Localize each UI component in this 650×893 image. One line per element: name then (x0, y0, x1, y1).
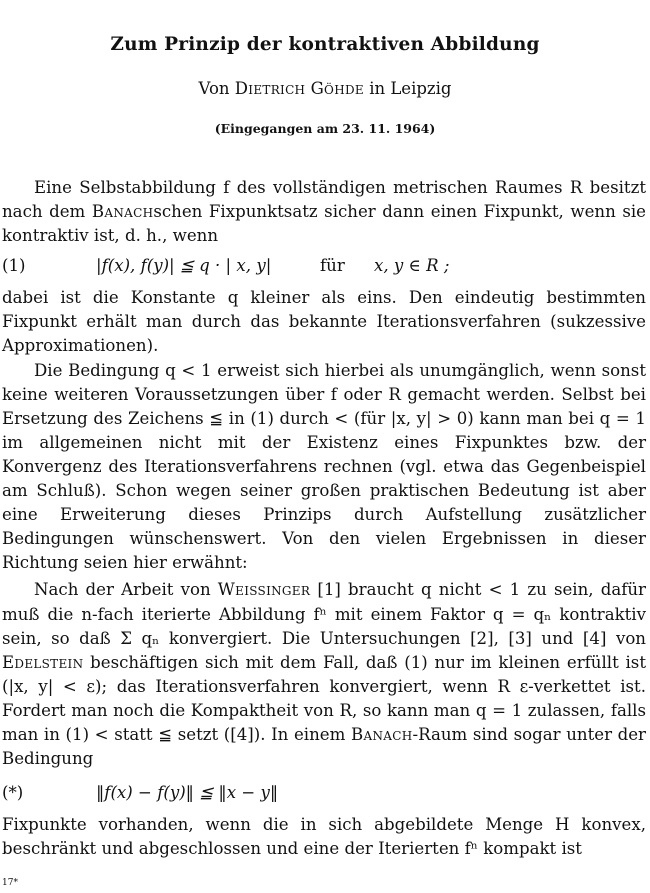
equation-2-number: (*) (2, 783, 24, 803)
paragraph-5: Fixpunkte vorhanden, wenn die in sich abgebildete Menge H konvex, beschränkt und abgeschlossen und eine der Iterierten fⁿ kompakt ist (2, 815, 646, 859)
paragraph-4-a: Nach der Arbeit von (34, 580, 218, 600)
edelstein-name: Edelstein (2, 652, 84, 672)
paragraph-3: Die Bedingung q < 1 erweist sich hierbei als unumgänglich, wenn sonst keine weiteren Voraussetzungen über f oder R gemacht werden. Selbst bei Ersetzung des Zeichens ≦ in (1) durch < (für |x, y| > 0) kann man bei q = 1 im allgemeinen nicht mit der Existenz eines Fixpunktes bzw. der Konvergenz des Iterationsverfahrens rechnen (vgl. etwa das Gegenbeispiel am Schluß). Schon wegen seiner großen praktischen Bedeutung ist aber eine Erweiterung dieses Prinzips durch Aufstellung zusätzlicher Bedingungen wünschenswert. Von den vielen Ergebnissen in dieser Richtung seien hier erwähnt: (2, 360, 646, 573)
article-title: Zum Prinzip der kontraktiven Abbildung (110, 34, 540, 55)
author-last-name: Göhde (310, 79, 364, 98)
page-signature: 17* (2, 878, 18, 888)
paragraph-1-line-2a: nach dem (2, 202, 92, 222)
equation-1-condition: x, y ∈ R ; (374, 256, 450, 276)
author-prefix: Von (198, 79, 230, 98)
banach-name-2: Banach (350, 724, 413, 744)
paragraph-1-line-2b: schen Fixpunktsatz sicher dann einen Fixpunkt, wenn (153, 202, 616, 222)
equation-1-expression: |f(x), f(y)| ≦ q · | x, y| (96, 256, 272, 276)
equation-2-expression: ‖f(x) − f(y)‖ ≦ ‖x − y‖ (96, 783, 279, 803)
author-location: in Leipzig (369, 79, 452, 98)
banach-name: Banach (91, 202, 154, 222)
received-date: (Eingegangen am 23. 11. 1964) (214, 121, 436, 136)
paragraph-1-line-1: Eine Selbstabbildung f des vollständigen metrischen Raumes R besitzt (34, 178, 646, 197)
author-first-name: Dietrich (234, 79, 306, 98)
article-body (2, 176, 646, 861)
author-line (0, 79, 650, 98)
paragraph-4-d: -Raum sind sogar unter der Bedingung (2, 724, 646, 769)
equation-1-fuer: für (320, 256, 345, 276)
paragraph-2: dabei ist die Konstante q kleiner als eins. Den eindeutig bestimmten Fixpunkt erhält man durch das bekannte Iterationsverfahren (sukzessive Approximationen). (2, 288, 646, 356)
paragraph-4 (2, 578, 646, 771)
paragraph-4-c: beschäftigen sich mit dem Fall, daß (1) nur im kleinen erfüllt ist (|x, y| < ε); das Iterationsverfahren konvergiert, wenn R ε-verkettet ist. Fordert man noch die Kompaktheit von R, so kann man q = 1 zulassen, falls man in (1) < statt ≦ setzt ([4]). In einem (2, 652, 646, 744)
equation-2 (2, 771, 646, 813)
paragraph-4-b: [1] braucht q nicht < 1 zu sein, dafür muß die n-fach iterierte Abbildung fⁿ mit einem Faktor q = qₙ kontraktiv sein, so daß Σ qₙ konvergiert. Die Untersuchungen [2], [3] und [4] von (2, 580, 646, 648)
equation-1-number: (1) (2, 256, 26, 276)
weissinger-name: Weissinger (217, 580, 311, 600)
paragraph-1 (2, 176, 646, 248)
equation-1 (2, 248, 646, 286)
paragraph-1-line-3: sie kontraktiv ist, d. h., wenn (2, 202, 646, 246)
